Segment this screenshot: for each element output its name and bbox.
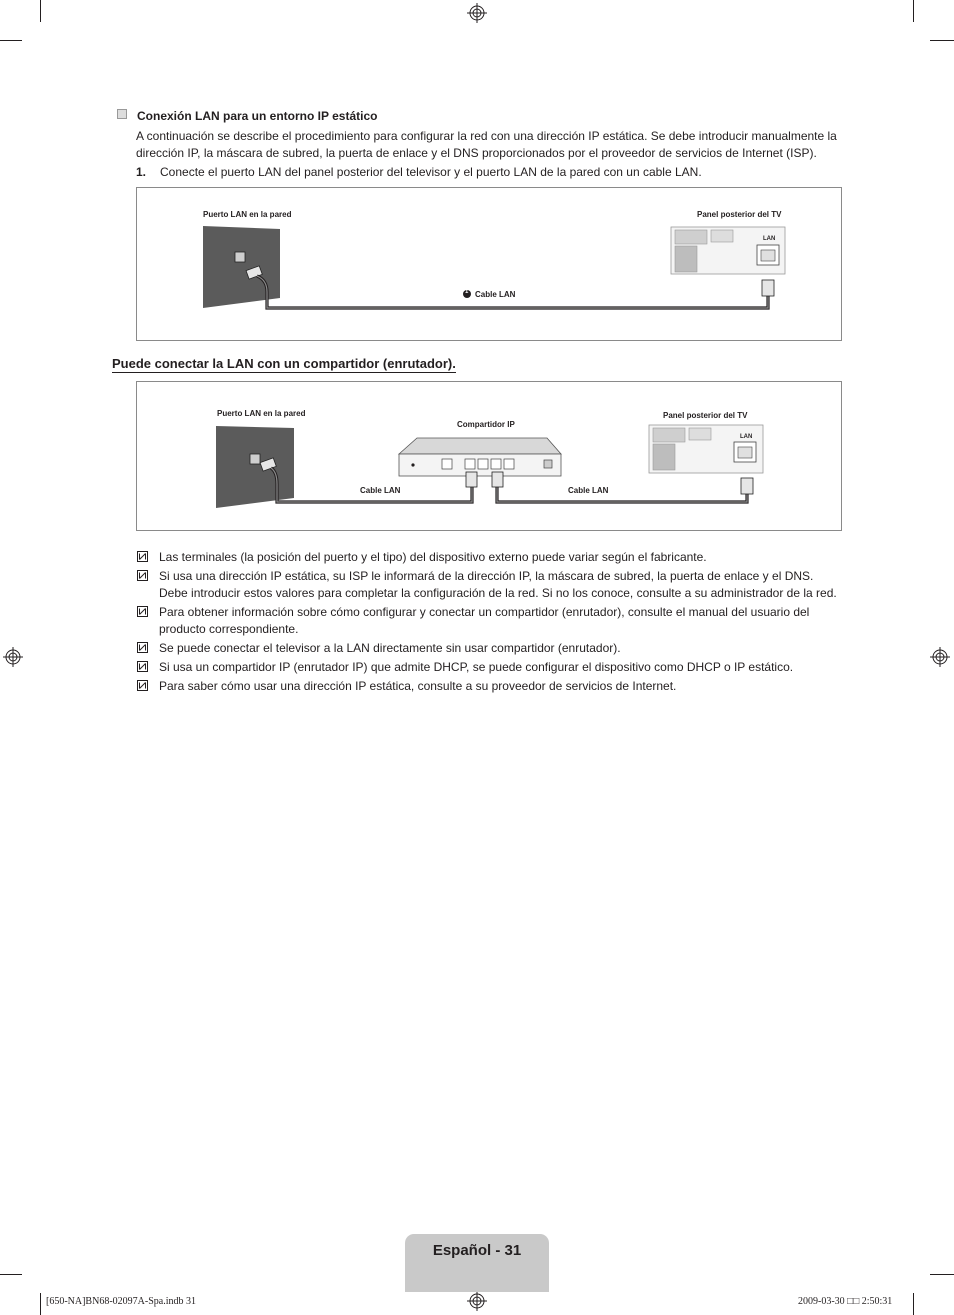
note-icon <box>137 570 148 581</box>
wall-panel <box>216 426 294 508</box>
note-icon <box>137 642 148 653</box>
crop-mark <box>40 1293 41 1315</box>
note-item: Se puede conectar el televisor a la LAN directamente sin usar compartidor (enrutador). <box>137 640 837 657</box>
registration-mark-icon <box>3 647 23 667</box>
router-subheading: Puede conectar la LAN con un compartidor (enrutador). <box>112 356 456 371</box>
crop-mark <box>930 40 954 41</box>
note-item: Si usa una dirección IP estática, su ISP le informará de la dirección IP, la máscara de subred, la puerta de enlace y el DNS. Debe introducir estos valores para completar la configuración de la red. Si no los conoce, consulte a su administrador de la red. <box>137 568 837 602</box>
step-text: Conecte el puerto LAN del panel posterior del televisor y el puerto LAN de la pared con un cable LAN. <box>160 165 702 179</box>
crop-mark <box>0 40 22 41</box>
notes-list <box>137 549 837 697</box>
page-label: Español - 31 <box>432 1242 522 1259</box>
lan-port-label: LAN <box>740 434 753 440</box>
router-port <box>442 459 452 469</box>
wall-label: Puerto LAN en la pared <box>203 210 292 219</box>
file-slug: [650-NA]BN68-02097A-Spa.indb 31 <box>46 1296 196 1307</box>
section-title-text: Conexión LAN para un entorno IP estático <box>137 109 378 123</box>
note-item: Para saber cómo usar una dirección IP estática, consulte a su proveedor de servicios de Internet. <box>137 678 837 695</box>
lan-port-label: LAN <box>763 236 776 242</box>
router-connection-illustration <box>137 382 841 530</box>
wall-label: Puerto LAN en la pared <box>217 409 306 418</box>
note-icon <box>137 606 148 617</box>
registration-mark-icon <box>467 1291 487 1311</box>
registration-mark-icon <box>930 647 950 667</box>
step-number: 1. <box>136 165 147 179</box>
note-icon <box>137 551 148 562</box>
crop-mark <box>913 0 914 22</box>
crop-mark <box>913 1293 914 1315</box>
tv-label: Panel posterior del TV <box>663 411 748 420</box>
square-bullet-icon <box>117 109 127 119</box>
crop-mark <box>0 1274 22 1275</box>
tv-plug <box>741 478 753 494</box>
note-item: Para obtener información sobre cómo configurar y conectar un compartidor (enrutador), consulte el manual del usuario del producto correspondiente. <box>137 604 837 638</box>
intro-paragraph: A continuación se describe el procedimiento para configurar la red con una dirección IP estática. Se debe introducir manualmente la dirección IP, la máscara de subred, la puerta de enlace y el DNS proporcionados por el proveedor de servicios de Internet (ISP). <box>136 129 837 160</box>
registration-mark-icon <box>467 3 487 23</box>
note-icon <box>137 661 148 672</box>
wall-lan-socket <box>235 252 245 262</box>
router-plug <box>492 472 503 487</box>
router-plug <box>466 472 477 487</box>
page-number-tab <box>405 1234 549 1292</box>
tv-plug <box>762 280 774 296</box>
router-port <box>478 459 488 469</box>
router-power-port <box>544 460 552 468</box>
diagram-direct-connection <box>136 187 842 341</box>
lan-cable-right <box>497 482 747 502</box>
wall-lan-socket <box>250 454 260 464</box>
note-item: Si usa un compartidor IP (enrutador IP) que admite DHCP, se puede configurar el dispositivo como DHCP o IP estático. <box>137 659 837 676</box>
router-port <box>504 459 514 469</box>
cable-number: 1 <box>465 289 469 295</box>
diagram-router-connection <box>136 381 842 531</box>
cable-label: Cable LAN <box>475 290 516 299</box>
router-port <box>491 459 501 469</box>
router-label: Compartidor IP <box>457 420 515 429</box>
step-1 <box>136 165 702 179</box>
date-slug: 2009-03-30 □□ 2:50:31 <box>798 1296 893 1307</box>
cable-right-label: Cable LAN <box>568 486 609 495</box>
crop-mark <box>930 1274 954 1275</box>
crop-mark <box>40 0 41 22</box>
section-title <box>117 109 377 123</box>
router-port <box>465 459 475 469</box>
tv-label: Panel posterior del TV <box>697 210 782 219</box>
note-icon <box>137 680 148 691</box>
cable-left-label: Cable LAN <box>360 486 401 495</box>
note-item: Las terminales (la posición del puerto y el tipo) del dispositivo externo puede variar según el fabricante. <box>137 549 837 566</box>
router-top <box>399 438 561 454</box>
